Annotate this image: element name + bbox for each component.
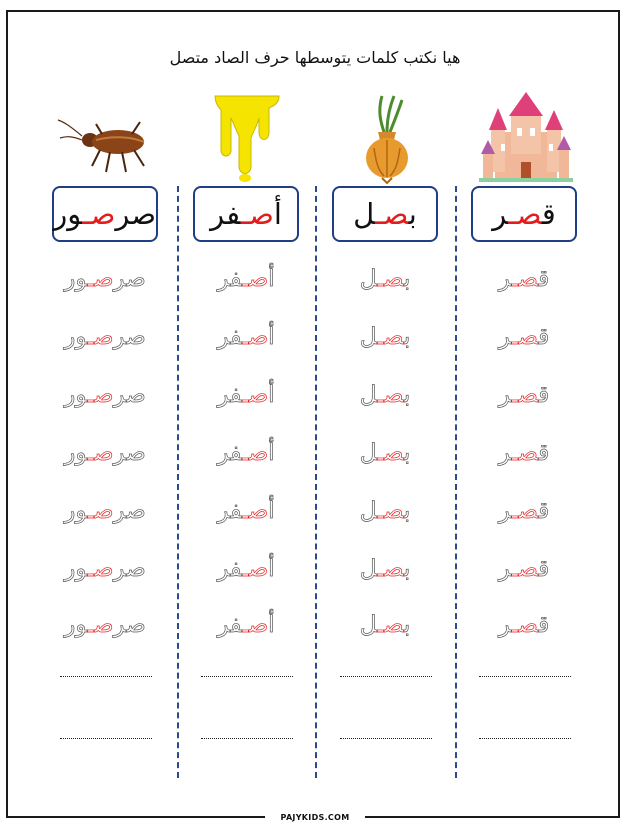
trace-word: بصـل: [359, 382, 411, 408]
trace-word: صرصـور: [64, 266, 146, 292]
trace-word: قصـر: [498, 498, 550, 524]
column-divider: [455, 186, 457, 778]
trace-word: بصـل: [359, 324, 411, 350]
trace-word: بصـل: [359, 498, 411, 524]
column-divider: [177, 186, 179, 778]
trace-word: صرصـور: [64, 498, 146, 524]
word-box: صرصـور: [52, 186, 158, 242]
trace-word: بصـل: [359, 612, 411, 638]
footer-site-label: PAJYKIDS.COM: [265, 812, 365, 824]
trace-word: صرصـور: [64, 324, 146, 350]
word-box: بصـل: [332, 186, 438, 242]
cockroach-icon: [52, 92, 162, 184]
word-box: أصـفر: [193, 186, 299, 242]
word-column-3: [193, 0, 303, 828]
column-divider: [315, 186, 317, 778]
trace-word: أصـفر: [217, 440, 275, 466]
trace-word: قصـر: [498, 266, 550, 292]
word-column-4: [52, 0, 162, 828]
writing-line[interactable]: [340, 738, 432, 739]
writing-line[interactable]: [201, 676, 293, 677]
yellow-drip-icon: [193, 92, 303, 184]
trace-word: أصـفر: [217, 498, 275, 524]
onion-icon: [332, 92, 442, 184]
writing-line[interactable]: [60, 738, 152, 739]
trace-word: صرصـور: [64, 612, 146, 638]
word-column-1: [471, 0, 581, 828]
trace-word: صرصـور: [64, 382, 146, 408]
trace-word: قصـر: [498, 440, 550, 466]
trace-word: بصـل: [359, 440, 411, 466]
writing-line[interactable]: [60, 676, 152, 677]
word-column-2: [332, 0, 442, 828]
trace-word: قصـر: [498, 382, 550, 408]
word-box: قصـر: [471, 186, 577, 242]
trace-word: قصـر: [498, 556, 550, 582]
page-title: هيا نكتب كلمات يتوسطها حرف الصاد متصل: [169, 48, 461, 67]
trace-word: أصـفر: [217, 382, 275, 408]
trace-word: صرصـور: [64, 440, 146, 466]
writing-line[interactable]: [340, 676, 432, 677]
trace-word: أصـفر: [217, 612, 275, 638]
trace-word: أصـفر: [217, 556, 275, 582]
trace-word: قصـر: [498, 612, 550, 638]
writing-line[interactable]: [479, 676, 571, 677]
trace-word: أصـفر: [217, 324, 275, 350]
writing-line[interactable]: [479, 738, 571, 739]
trace-word: أصـفر: [217, 266, 275, 292]
trace-word: قصـر: [498, 324, 550, 350]
castle-icon: [471, 92, 581, 184]
trace-word: صرصـور: [64, 556, 146, 582]
writing-line[interactable]: [201, 738, 293, 739]
trace-word: بصـل: [359, 266, 411, 292]
trace-word: بصـل: [359, 556, 411, 582]
